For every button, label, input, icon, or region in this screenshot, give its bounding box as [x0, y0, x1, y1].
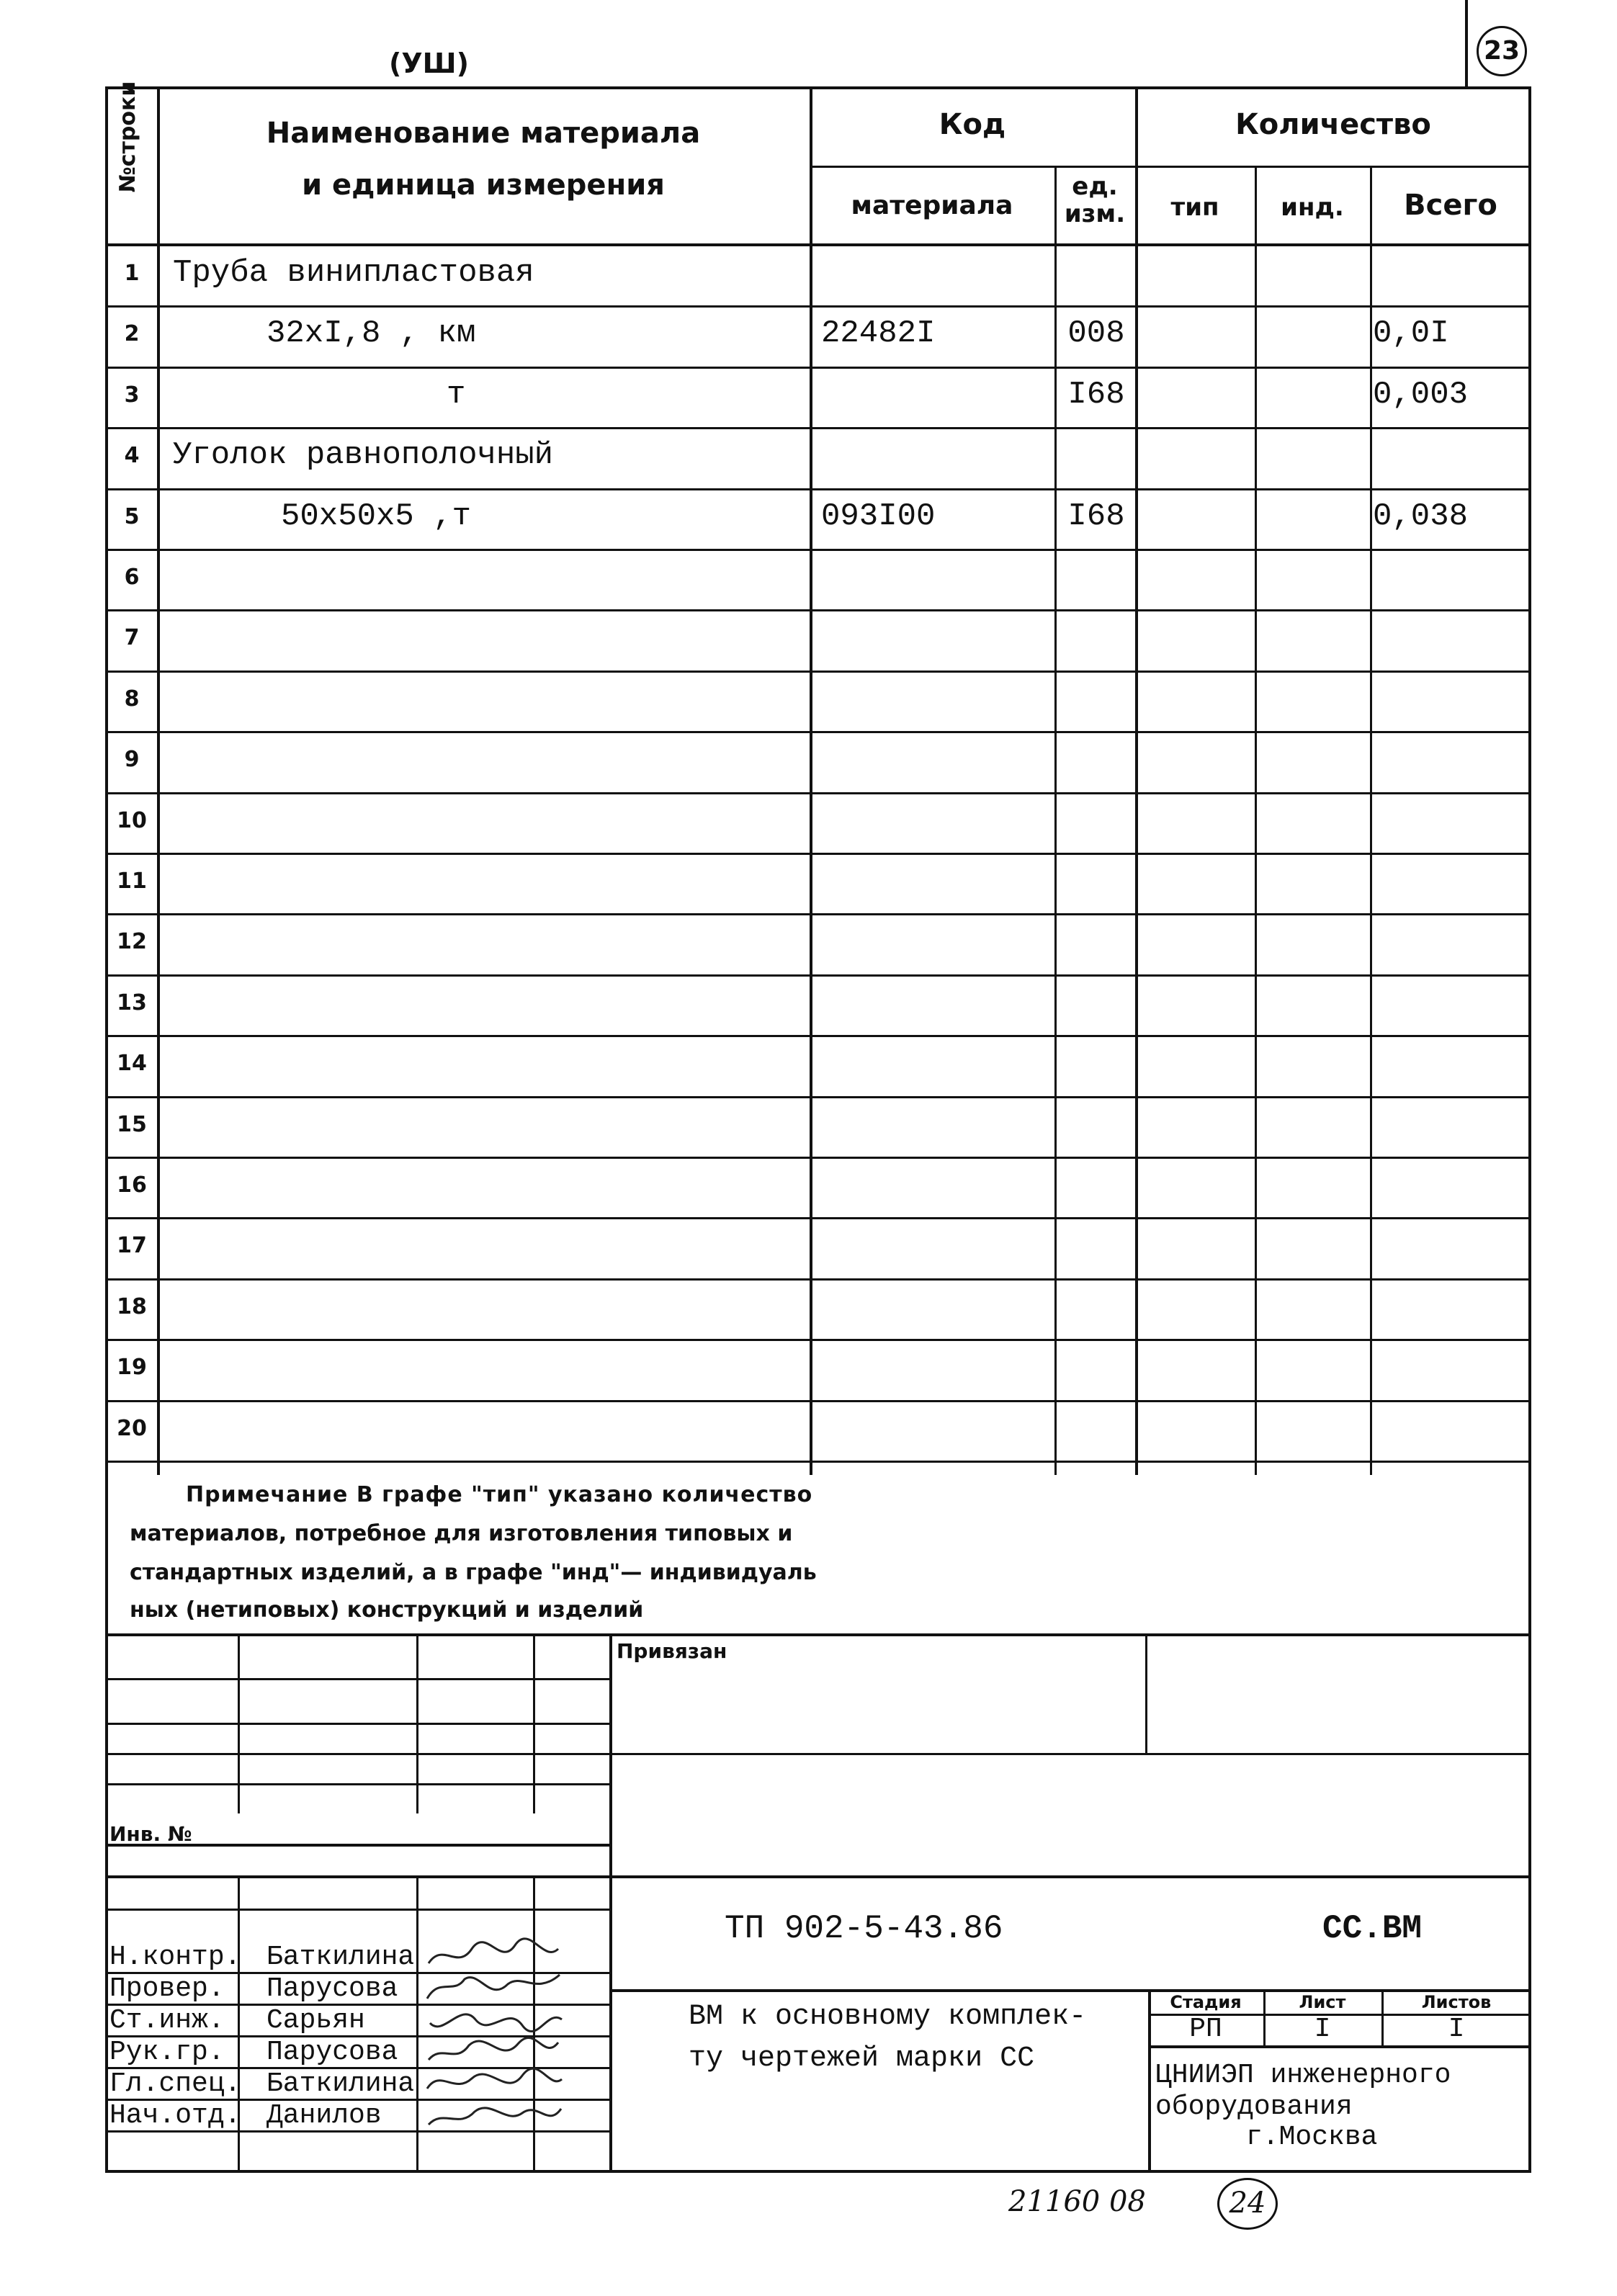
row-number: 13 [117, 990, 147, 1015]
attached-label: Привязан [617, 1639, 727, 1663]
row-name-cell: т [447, 376, 466, 413]
header-name-line2: и единица измерения [302, 169, 665, 202]
table-row-line [105, 427, 1531, 429]
row-number: 11 [117, 869, 147, 894]
col-line-name [810, 86, 812, 1475]
header-unit: ед. изм. [1064, 172, 1126, 228]
signer-role: Н.контр. [109, 1942, 241, 1973]
signer-name: Данилов [266, 2100, 382, 2131]
row-name-cell: 50х50х5 ,т [281, 498, 472, 534]
row-number: 14 [117, 1051, 147, 1077]
stamp-left-row3 [105, 1753, 609, 1755]
stamp-main-line [105, 1875, 1531, 1878]
signer-role: Ст.инж. [109, 2005, 225, 2036]
row-total-cell: 0,0I [1373, 315, 1449, 352]
page-number: 23 [1483, 36, 1520, 66]
row-name-cell: Уголок равнополочный [173, 437, 554, 474]
stamp-left-row1 [105, 1678, 609, 1680]
note-line1: Примечание В графе "тип" указано количество [186, 1482, 813, 1507]
stamp-attached-divider [1145, 1633, 1147, 1753]
row-number: 15 [117, 1111, 147, 1137]
org-line3: г.Москва [1246, 2122, 1378, 2153]
header-quantity: Количество [1235, 108, 1431, 141]
page-corner-line [1465, 0, 1468, 86]
signer-role: Провер. [109, 1973, 225, 2004]
row-material-cell: 093I00 [821, 498, 936, 534]
header-code: Код [939, 108, 1006, 141]
table-row-line [105, 974, 1531, 977]
sheet-label: Лист [1299, 1992, 1346, 2012]
row-name-cell: Труба винипластовая [173, 255, 534, 291]
row-number: 4 [124, 443, 140, 469]
row-number: 19 [117, 1355, 147, 1381]
table-row-line [105, 1157, 1531, 1159]
org-line2: оборудования [1155, 2091, 1353, 2122]
doc-title-line2: ту чертежей марки СС [689, 2042, 1035, 2075]
row-number: 5 [124, 503, 140, 529]
table-row-line [105, 1035, 1531, 1037]
table-row-line [105, 367, 1531, 369]
note-line3: стандартных изделий, а в графе "инд"— индивидуаль [130, 1560, 817, 1585]
header-row-no: №строки [115, 81, 140, 193]
table-row-line [105, 731, 1531, 733]
row-unit-cell: I68 [1067, 498, 1125, 534]
col-line-unit [1135, 86, 1138, 1475]
table-row-line [105, 1278, 1531, 1281]
table-row-line [105, 488, 1531, 490]
table-row-line [105, 1339, 1531, 1341]
row-number: 3 [124, 382, 140, 408]
row-number: 7 [124, 625, 140, 651]
table-row-line [105, 609, 1531, 611]
doc-title-line1: ВМ к основному комплек- [689, 2001, 1087, 2033]
page-number-circle [1477, 26, 1527, 76]
row-number: 8 [124, 686, 140, 712]
row-number: 6 [124, 565, 140, 590]
sheet-value: I [1314, 2014, 1331, 2045]
table-row-line [105, 305, 1531, 308]
sheets-value: I [1448, 2014, 1465, 2045]
table-row-line [105, 1461, 1531, 1463]
signer-name: Парусова [266, 1973, 398, 2004]
bottom-code: 21160 08 [1008, 2185, 1146, 2218]
signer-name: Сарьян [266, 2005, 365, 2036]
stage-label: Стадия [1170, 1992, 1242, 2012]
table-row-line [105, 1400, 1531, 1402]
table-row-line [105, 1217, 1531, 1219]
table-row-line [105, 549, 1531, 551]
stamp-left-row4 [105, 1783, 609, 1785]
signer-name: Баткилина [266, 2068, 415, 2099]
stamp-left-row2 [105, 1723, 609, 1725]
signer-role: Нач.отд. [109, 2100, 241, 2131]
note-line2: материалов, потребное для изготовления типовых и [130, 1521, 793, 1546]
header-type: тип [1170, 193, 1219, 222]
signer-role: Гл.спец. [109, 2068, 241, 2099]
stamp-sig-col2 [416, 1875, 418, 2173]
row-number: 10 [117, 807, 147, 833]
sheets-label: Листов [1421, 1992, 1492, 2012]
table-row-line [105, 792, 1531, 794]
col-line-rownum [157, 86, 160, 1475]
handwritten-signature [421, 2093, 565, 2136]
row-number: 12 [117, 929, 147, 955]
row-number: 20 [117, 1415, 147, 1441]
stamp-attached-bottom [609, 1753, 1531, 1755]
header-material: материала [851, 191, 1013, 220]
header-total: Всего [1404, 189, 1497, 222]
row-name-cell: 32хI,8 , км [266, 315, 476, 352]
bottom-page-number: 24 [1229, 2187, 1266, 2220]
row-number: 1 [124, 261, 140, 286]
doc-mark: СС.ВМ [1322, 1910, 1423, 1947]
doc-code: ТП 902-5-43.86 [725, 1910, 1003, 1947]
table-row-line [105, 1096, 1531, 1098]
row-number: 18 [117, 1293, 147, 1319]
stage-bottom-line [1148, 2045, 1531, 2048]
row-material-cell: 22482I [821, 315, 936, 352]
sheet-frame [105, 86, 1531, 2173]
header-mid-line [810, 166, 1531, 168]
row-unit-cell: 008 [1067, 315, 1125, 352]
row-total-cell: 0,038 [1373, 498, 1469, 534]
signer-name: Баткилина [266, 1942, 415, 1973]
table-row-line [105, 671, 1531, 673]
signer-role: Рук.гр. [109, 2037, 225, 2068]
row-number: 9 [124, 747, 140, 773]
header-name-line1: Наименование материала [266, 117, 701, 150]
stamp-left-divider [609, 1633, 612, 2173]
table-row-line [105, 913, 1531, 915]
row-number: 16 [117, 1172, 147, 1198]
top-label: (УШ) [389, 48, 469, 79]
stage-value: РП [1189, 2014, 1222, 2045]
row-unit-cell: I68 [1067, 376, 1125, 413]
signer-name: Парусова [266, 2037, 398, 2068]
table-row-line [105, 853, 1531, 855]
stamp-top-line [105, 1633, 1531, 1636]
header-bottom-line [105, 243, 1531, 246]
bottom-page-circle [1217, 2178, 1278, 2230]
row-number: 2 [124, 321, 140, 347]
org-line1: ЦНИИЭП инженерного [1155, 2060, 1451, 2091]
inv-no-label: Инв. № [109, 1822, 192, 1846]
row-total-cell: 0,003 [1373, 376, 1469, 413]
header-ind: инд. [1281, 193, 1344, 222]
row-number: 17 [117, 1233, 147, 1259]
note-line4: ных (нетиповых) конструкций и изделий [130, 1597, 644, 1623]
